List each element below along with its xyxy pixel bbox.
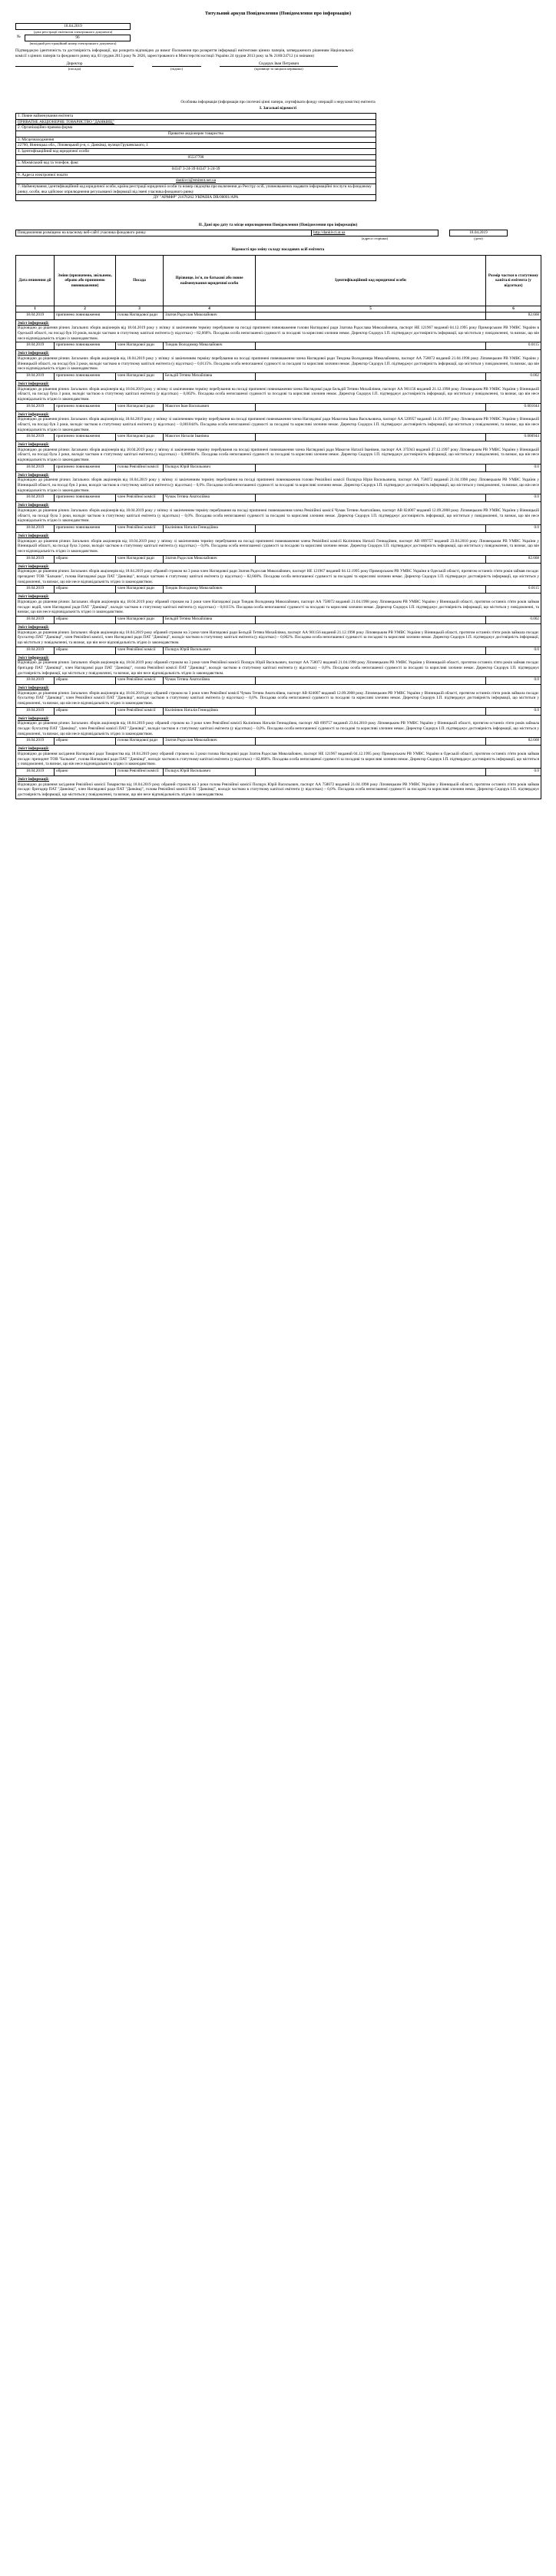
info-row [16, 715, 541, 738]
info-text: Відповідно до рішення засідання Ревізійної комісії Товариства від 18.04.2019 року обраний строком на 3 роки голова Ревізійної комісії Полщук Юрій Васильович, паспорт АА 758072 виданий 21.04.1998 року Ліповецьким РВ УМВС України у Вінницькій області, протягом останніх п'яти років займав посади: бригадир ПАТ "Данківці", член Наглядової ради ПАТ "Данківці", голова Ревізійної комісії ПАТ "Данківці", володіє часткою в статутному капіталі емітента (у відсотках) – 0,0%. Посадова особа непогашеної судимості за посадові та корисливі злочини немає. Директор Сидорук І.П. підтверджує достовірність інформації, що міститься у повідомленні, та визнає, що він несе відповідальність згідно із законодавством. [18, 782, 539, 797]
cell-name: Макогон Наталія Іванівна [164, 434, 256, 441]
cell-date: 18.04.2019 [16, 738, 55, 746]
table-row [16, 646, 541, 654]
info-row [16, 533, 541, 556]
cell-share: 82.668 [486, 738, 541, 746]
info-cell [16, 685, 541, 708]
info-label: Зміст інформації: [18, 564, 49, 569]
publication-block [15, 230, 541, 241]
col-number: 3 [116, 306, 164, 312]
cell-date: 18.04.2019 [16, 372, 55, 380]
signer-position: Директор [15, 61, 134, 67]
info-row [16, 594, 541, 617]
cell-name: Кклінінюк Наталія Геннадіївна [164, 707, 256, 715]
info-cell [16, 715, 541, 738]
cell-date: 18.04.2019 [16, 464, 55, 471]
info-label: Зміст інформації: [18, 746, 49, 752]
cell-change: припинено повноваження [55, 464, 116, 471]
table-row [16, 769, 541, 776]
info-text: Відповідно до рішення річних Загальних зборів акціонерів від 18.04.2019 року у зв'язку зі закінченням терміну перебування на посаді припинені повноваження члена Наглядової ради Тиндика Володимира Миколайовича, паспорт АА 758072 виданий 21.04.1998 року Ліповецьким РВ УМВС України у Вінницькій області, на посаді був 3 роки, володіє часткою в статутному капіталі емітента (у відсотках) – 0,0115%. Посадова особа непогашеної судимості за посадові та корисливі злочини немає. Директор Сидорук І.П. підтверджує достовірність інформації, що міститься у повідомленні, та визнає, що він несе відповідальність згідно із законодавством. [18, 355, 539, 372]
cell-position: член Ревізійної комісії [116, 525, 164, 533]
document-title: Титульний аркуш Повідомлення (Повідомлення про інформацію) [204, 11, 352, 16]
info-text: Відповідно до рішення річних Загальних зборів акціонерів від 18.04.2019 року у зв'язку зі закінченням терміну перебування на посаді припинені повноваження члена Наглядової ради Макогона Івана Васильовича, паспорт АА 539957 виданий 14.10.1997 року Ліповецьким РВ УМВС України у Вінницькій області, на посаді був 3 роки, володіє часткою в статутному капіталі емітента (у відсотках) – 0,001044%. Посадова особа непогашеної судимості за посадові та корисливі злочини немає. Директор Сидорук І.П. підтверджує достовірність інформації, що міститься у повідомленні, та визнає, що він несе відповідальність згідно із законодавством. [18, 417, 539, 432]
table-row [16, 312, 541, 319]
cell-date: 18.04.2019 [16, 403, 55, 411]
cell-change: припинено повноваження [55, 342, 116, 350]
table-row [16, 586, 541, 594]
field-label-code: 4. Ідентифікаційний код юридичної особи [16, 148, 376, 154]
info-row [16, 776, 541, 799]
cell-name: Бельдій Тетяна Михайлівна [164, 372, 256, 380]
cell-code [256, 586, 486, 594]
info-cell [16, 502, 541, 525]
field-value-legal-form: Приватне акціонерне товариство [16, 131, 376, 137]
table-column-number-row [16, 306, 541, 312]
cell-code [256, 707, 486, 715]
table-row [16, 555, 541, 563]
info-cell [16, 563, 541, 586]
cell-share: 0.0 [486, 769, 541, 776]
info-label: Зміст інформації: [18, 381, 49, 386]
info-cell [16, 441, 541, 465]
cell-code [256, 555, 486, 563]
info-cell [16, 319, 541, 342]
info-text: Відповідно до рішення річних Загальних зборів акціонерів від 18.04.2019 року у зв'язку зі закінченням терміну перебування на посаді припинені повноваження члена Ревізійної комісії Кклінінюк Наталії Геннадіївни, паспорт АВ 899757 виданий 23.04.2010 року Ліповецьким РВ УМВС України у Вінницькій області, на посаді була 3 роки, володіє часткою в статутному капіталі емітента (у відсотках) – 0,0%. Посадова особа непогашеної судимості за посадові та корисливі злочини немає. Директор Сидорук І.П. підтверджує достовірність інформації, що міститься у повідомленні, та визнає, що він несе відповідальність згідно із законодавством. [18, 538, 539, 554]
info-text: Відповідно до рішення річних Загальних зборів акціонерів від 18.04.2019 року обраний строком на 3 роки член Ревізійної комісії Кклінінюк Наталія Геннадіївна, паспорт АВ 899757 виданий 23.04.2010 року Ліповецьким РВ УМВС України у Вінницькій області, протягом останніх п'яти років займала посади: бухгалтер ПАТ "Данківці", член Ревізійної комісії ПАТ "Данківці", володіє часткою в статутному капіталі емітента (у відсотках) – 0,0%. Посадова особа непогашеної судимості за посадові та корисливі злочини немає. Директор Сидорук І.П. підтверджує достовірність інформації, що міститься у повідомленні, та визнає, що він несе відповідальність згідно із законодавством. [18, 721, 539, 736]
table-row [16, 372, 541, 380]
cell-change: обрано [55, 769, 116, 776]
cell-position: член Наглядової ради [116, 586, 164, 594]
cell-change: обрано [55, 555, 116, 563]
info-text: Відповідно до рішення засідання Наглядової ради Товариства від 18.04.2019 року обраний строком на 3 роки голова Наглядової ради Златов Радослав Миколайович, паспорт НЕ 121967 виданий 04.12.1995 року Приморським РВ УМВС України в Одеській області, протягом останніх п'яти років займав посади: президент ТОВ "Балкани", голова Наглядової ради ПАТ "Данківці", володіє часткою в статутному капіталі емітента (у відсотках) – 82,668%. Посадова особа непогашеної судимості за посадові та корисливі злочини немає. Директор Сидорук І.П. підтверджує достовірність інформації, що міститься у повідомленні, та визнає, що він несе відповідальність згідно із законодавством. [18, 752, 539, 767]
col-header-change: Зміни (призначено, звільнено, обрано або припинено повноваження) [55, 256, 116, 306]
info-cell [16, 350, 541, 373]
cell-position: член Наглядової ради [116, 403, 164, 411]
info-label: Зміст інформації: [18, 716, 49, 721]
cell-share: 82.668 [486, 312, 541, 319]
cell-position: член Наглядової ради [116, 555, 164, 563]
col-number: 2 [55, 306, 116, 312]
cell-change: обрано [55, 707, 116, 715]
cell-share: 82.668 [486, 555, 541, 563]
info-cell [16, 776, 541, 799]
info-row [16, 319, 541, 342]
publication-site[interactable]: http://dankivci.at.ua [312, 230, 439, 236]
cell-share: 0.0115 [486, 586, 541, 594]
cell-date: 18.04.2019 [16, 434, 55, 441]
info-text: Відповідно до рішення річних Загальних зборів акціонерів від 18.04.2019 року обраний строком на 3 роки член Наглядової ради Бельдій Тетяна Михайлівна, паспорт АА 901156 виданий 21.12.1998 року Ліповецьким РВ УМВС України у Вінницькій області, протягом останніх п'яти років займала посади: бухгалтер ПАТ "Данківці", член Ревізійної комісії, член Наглядової ради ПАТ "Данківці", володіє часткою в статутному капіталі емітента (у відсотках) – 0,002%. Посадова особа непогашеної судимості за посадові та корисливі злочини немає. Директор Сидорук І.П. підтверджує достовірність інформації, що міститься у повідомленні, та визнає, що він несе відповідальність згідно із законодавством. [18, 630, 539, 645]
cell-name: Чумак Тетяна Анатоліївна [164, 677, 256, 685]
cell-change: припинено повноваження [55, 372, 116, 380]
cell-date: 18.04.2019 [16, 494, 55, 502]
info-text: Відповідно до рішення річних Загальних зборів акціонерів від 18.04.2019 року обраний строком на 3 роки член Наглядової ради Златов Радослав Миколайович, паспорт НЕ 121967 виданий 04.12.1995 року Приморським РВ УМВС України в Одеській області, протягом останніх п'яти років займав посади: президент ТОВ "Балкани", голова Наглядової ради ПАТ "Данківці", володіє часткою в статутному капіталі емітента (у відсотках) – 82,668%. Посадова особа непогашеної судимості за посадові та корисливі злочини немає. Директор Сидорук І.П. підтверджує достовірність інформації, що міститься у повідомленні, та визнає, що він несе відповідальність згідно із законодавством. [18, 569, 539, 584]
cell-name: Чумак Тетяна Анатоліївна [164, 494, 256, 502]
officer-changes-table [15, 255, 541, 799]
table-row [16, 494, 541, 502]
col-number: 1 [16, 306, 55, 312]
info-label: Зміст інформації: [18, 624, 49, 630]
table-row [16, 707, 541, 715]
field-label-phone: 5. Міжміський код та телефон, факс [16, 160, 376, 167]
registration-date-caption: (дата реєстрації емітентом електронного документа) [33, 30, 113, 34]
cell-code [256, 494, 486, 502]
table-row [16, 403, 541, 411]
cell-position: член Ревізійної комісії [116, 707, 164, 715]
cell-change: припинено повноваження [55, 525, 116, 533]
info-text: Відповідно до рішення річних Загальних зборів акціонерів від 18.04.2019 року обраний строком на 3 роки член Наглядової ради Тиндик Володимир Миколайович, паспорт АА 758072 виданий 21.04.1998 року Ліповецьким РВ УМВС України у Вінницькій області, протягом останніх п'яти років займав посади: водій, член Наглядової ради ПАТ "Данківці", володіє часткою в статутному капіталі емітента (у відсотках) – 0,0115%. Посадова особа непогашеної судимості за посадові та корисливі злочини немає. Директор Сидорук І.П. підтверджує достовірність інформації, що міститься у повідомленні, та визнає, що він несе відповідальність згідно із законодавством. [18, 599, 539, 615]
signer-name-caption: (прізвище та ініціали керівника) [254, 67, 303, 71]
cell-change: припинено повноваження [55, 403, 116, 411]
cell-name: Златов Радослав Миколайович [164, 555, 256, 563]
cell-code [256, 403, 486, 411]
table-row [16, 677, 541, 685]
info-row [16, 411, 541, 434]
cell-date: 18.04.2019 [16, 769, 55, 776]
field-value-email[interactable]: dankivci@emitent.net.ua [16, 178, 376, 184]
special-info-heading: Особлива інформація (інформація про іпотечні цінні папери, сертифікати фонду операцій з нерухомістю) емітента [180, 100, 376, 104]
info-row [16, 350, 541, 373]
cell-name: Бельдій Тетяна Михайлівна [164, 616, 256, 623]
publication-table [15, 230, 541, 241]
info-row [16, 441, 541, 465]
cell-share: 0.0115 [486, 342, 541, 350]
cell-change: обрано [55, 586, 116, 594]
info-cell [16, 654, 541, 677]
cell-change: припинено повноваження [55, 434, 116, 441]
changes-block [15, 255, 541, 799]
cell-share: 0.0 [486, 707, 541, 715]
info-text: Відповідно до рішення річних Загальних зборів акціонерів від 18.04.2019 року у зв'язку зі закінченням терміну перебування на посаді припинені повноваження голови Ревізійної комісії Полщука Юрія Васильовича, паспорт АА 758072 виданий 21.04.1998 року Ліповецьким РВ УМВС України у Вінницькій області, на посаді був 3 роки, володіє часткою в статутному капіталі емітента (у відсотках) – 0,0%. Посадова особа непогашеної судимості за посадові та корисливі злочини немає. Директор Сидорук І.П. підтверджує достовірність інформації, що міститься у повідомленні, та визнає, що він несе відповідальність згідно із законодавством. [18, 478, 539, 493]
info-label: Зміст інформації: [18, 351, 49, 356]
table-row [16, 342, 541, 350]
cell-code [256, 616, 486, 623]
info-label: Зміст інформації: [18, 777, 49, 782]
cell-code [256, 464, 486, 471]
cell-change: припинено повноваження [55, 494, 116, 502]
cell-position: голова Наглядової ради [116, 312, 164, 319]
cell-date: 18.04.2019 [16, 707, 55, 715]
signature-table [15, 61, 507, 72]
cell-code [256, 769, 486, 776]
cell-position: голова Наглядової ради [116, 738, 164, 746]
col-number: 4 [164, 306, 256, 312]
info-cell [16, 746, 541, 769]
col-number: 6 [486, 306, 541, 312]
cell-change: обрано [55, 677, 116, 685]
info-text: Відповідно до рішення річних Загальних зборів акціонерів від 18.04.2019 року у зв'язку зі закінченням терміну перебування на посаді припинені повноваження члена Наглядової ради Бельдій Тетяни Михайлівни, паспорт АА 901156 виданий 21.12.1998 року Ліповецьким РВ УМВС України у Вінницькій області, на посаді була 3 роки, володіє часткою в статутному капіталі емітента (у відсотках) – 0,002%. Посадова особа непогашеної судимості за посадові та корисливі злочини немає. Директор Сидорук І.П. підтверджує достовірність інформації, що міститься у повідомленні, та визнає, що він несе відповідальність згідно із законодавством. [18, 386, 539, 402]
cell-change: припинено повноваження [55, 312, 116, 319]
cell-date: 18.04.2019 [16, 525, 55, 533]
cell-share: 0.000944 [486, 434, 541, 441]
field-label-location: 3. Місцезнаходження [16, 137, 376, 143]
registration-date-table [15, 23, 131, 30]
info-row [16, 471, 541, 494]
cell-code [256, 677, 486, 685]
cell-position: член Ревізійної комісії [116, 677, 164, 685]
info-text: Відповідно до рішення річних Загальних зборів акціонерів від 18.04.2019 року у зв'язку зі закінченням терміну перебування на посаді припинені повноваження члена Наглядової ради Макогон Наталії Іванівни, паспорт АА 375943 виданий 27.12.1997 року Ліповецьким РВ УМВС України у Вінницькій області, на посаді була 3 роки, володіє часткою в статутному капіталі емітента (у відсотках) – 0,000944%. Посадова особа непогашеної судимості за посадові та корисливі злочини немає. Директор Сидорук І.П. підтверджує достовірність інформації, що міститься у повідомленні, та визнає, що він несе відповідальність згідно із законодавством. [18, 447, 539, 463]
info-cell [16, 533, 541, 556]
table-row [16, 464, 541, 471]
info-row [16, 502, 541, 525]
cell-share: 0.0 [486, 494, 541, 502]
info-label: Зміст інформації: [18, 594, 49, 600]
cell-name: Макогон Іван Васильович [164, 403, 256, 411]
confirmation-statement: Підтверджую ідентичність та достовірність інформації, що розкрита відповідно до вимог Положення про розкриття інформації емітентами цінних паперів, затвердженого рішенням Національної комісії з цінних паперів та фондового ринку від 03 грудня 2013 року № 2826, зареєстрованого в Міністерстві юстиції України 24 грудня 2013 року за № 2180/24712 (зі змінами) [15, 48, 353, 59]
table-header-row [16, 256, 541, 306]
changes-heading: Відомості про зміну складу посадових осіб емітента [231, 247, 325, 252]
field-label-full-name: 1. Повне найменування емітента [16, 114, 376, 120]
info-label: Зміст інформації: [18, 534, 49, 539]
cell-position: член Наглядової ради [116, 342, 164, 350]
general-info-block [15, 113, 376, 201]
info-row [16, 380, 541, 403]
table-row [16, 434, 541, 441]
table-row [16, 616, 541, 623]
cell-position: голова Ревізійної комісії [116, 769, 164, 776]
publication-label: Повідомлення розміщено на власному веб-сайті учасника фондового ринку [16, 230, 312, 236]
info-cell [16, 623, 541, 646]
info-row [16, 654, 541, 677]
info-cell [16, 471, 541, 494]
col-header-share: Розмір частки в статутному капіталі емітента (у відсотках) [486, 256, 541, 306]
cell-position: член Ревізійної комісії [116, 646, 164, 654]
cell-share: 0.0 [486, 677, 541, 685]
cell-position: член Наглядової ради [116, 616, 164, 623]
officer-changes-body [16, 312, 541, 799]
field-label-legal-form: 2. Організаційно-правова форма [16, 125, 376, 131]
col-header-name: Прізвище, ім'я, по батькові або повне найменування юридичної особи [164, 256, 256, 306]
cell-name: Тиндик Володимир Миколайович [164, 342, 256, 350]
cell-name: Тиндик Володимир Миколайович [164, 586, 256, 594]
cell-name: Полщук Юрій Васильович [164, 464, 256, 471]
signer-name: Сидорук Іван Петрович [220, 61, 338, 67]
col-header-position: Посада [116, 256, 164, 306]
publication-date-caption: (дата) [474, 236, 483, 240]
section1-heading: І. Загальні відомості [259, 106, 297, 111]
field-value-full-name: ПРИВАТНЕ АКЦІОНЕРНЕ ТОВАРИСТВО "ДАНКВІЦ" [16, 119, 376, 125]
publication-date: 18.04.2019 [450, 230, 508, 236]
cell-code [256, 312, 486, 319]
info-cell [16, 380, 541, 403]
cell-code [256, 434, 486, 441]
field-value-phone: 04347 3-24-39 04347 3-24-39 [16, 166, 376, 172]
signature-caption: (підпис) [170, 67, 184, 71]
field-value-location: 22760, Вінницька обл., Ліповецький р-н, с. Данківці, вулиця Грушевського, 1 [16, 143, 376, 149]
cell-name: Кклінінюк Наталія Геннадіївна [164, 525, 256, 533]
cell-code [256, 525, 486, 533]
cell-position: член Наглядової ради [116, 372, 164, 380]
cell-name: Полщук Юрій Васильович [164, 769, 256, 776]
field-value-code: 05537700 [16, 154, 376, 160]
registration-number-caption: (вихідний реєстраційний номер електронного документа) [29, 41, 117, 45]
cell-position: голова Ревізійної комісії [116, 464, 164, 471]
signature-line [152, 61, 201, 67]
cell-code [256, 342, 486, 350]
cell-change: обрано [55, 646, 116, 654]
cell-date: 18.04.2019 [16, 312, 55, 319]
general-info-table [15, 113, 376, 201]
info-label: Зміст інформації: [18, 412, 49, 417]
cell-name: Златов Радослав Миколайович [164, 738, 256, 746]
number-prefix: № [17, 35, 21, 40]
cell-date: 18.04.2019 [16, 616, 55, 623]
registration-number-value: 96 [25, 35, 131, 41]
info-label: Зміст інформації: [18, 472, 49, 478]
info-label: Зміст інформації: [18, 655, 49, 660]
info-cell [16, 594, 541, 617]
info-row [16, 746, 541, 769]
info-row [16, 563, 541, 586]
field-label-publisher: 7. Найменування, ідентифікаційний код юридичної особи, країна реєстрації юридичної особи та номер свідоцтва про включення до Реєстру осіб, уповноважених надавати інформаційні послуги на фондовому ринку, особи, яка здійснює оприлюднення регульованої інформації від імені учасника фондового ринку [16, 184, 376, 194]
registration-number-table [15, 35, 131, 41]
cell-code [256, 738, 486, 746]
signer-position-caption: (посада) [68, 67, 81, 71]
info-label: Зміст інформації: [18, 320, 49, 326]
cell-date: 18.04.2019 [16, 555, 55, 563]
cell-share: 0.0 [486, 646, 541, 654]
cell-name: Златов Радослав Миколайович [164, 312, 256, 319]
cell-share: 0.0 [486, 464, 541, 471]
info-text: Відповідно до рішення річних Загальних зборів акціонерів від 18.04.2019 року у зв'язку зі закінченням терміну перебування на посаді припинені повноваження голови Наглядової ради Златова Радослава Миколайовича, паспорт НЕ 121967 виданий 04.12.1995 року Приморським РВ УМВС України в Одеській області, на посаді був 10 років, володіє часткою в статутному капіталі емітента (у відсотках) – 82,668%. Посадова особа непогашеної судимості за посадові та корисливі злочини немає. Директор Сидорук І.П. підтверджує достовірність інформації, що міститься у повідомленні, та визнає, що він несе відповідальність згідно із законодавством. [18, 326, 539, 341]
header-block [15, 23, 541, 71]
info-label: Зміст інформації: [18, 442, 49, 448]
info-row [16, 685, 541, 708]
cell-date: 18.04.2019 [16, 342, 55, 350]
cell-share: 0.001044 [486, 403, 541, 411]
cell-name: Полщук Юрій Васильович [164, 646, 256, 654]
cell-position: член Ревізійної комісії [116, 494, 164, 502]
field-value-publisher: ДУ "АРМФР" 21676262 УКРАЇНА DR/00001/APA [16, 195, 376, 201]
info-label: Зміст інформації: [18, 503, 49, 508]
cell-change: обрано [55, 738, 116, 746]
info-text: Відповідно до рішення річних Загальних зборів акціонерів від 18.04.2019 року у зв'язку зі закінченням терміну перебування на посаді припинені повноваження члена Ревізійної комісії Чумак Тетяни Анатоліївни, паспорт АВ 824007 виданий 12.09.2008 року Ліповецьким РВ УМВС України у Вінницькій області, на посаді була 3 роки, володіє часткою в статутному капіталі емітента (у відсотках) – 0,0%. Посадова особа непогашеної судимості за посадові та корисливі злочини немає. Директор Сидорук І.П. підтверджує достовірність інформації, що міститься у повідомленні, та визнає, що він несе відповідальність згідно із законодавством. [18, 508, 539, 524]
cell-position: член Наглядової ради [116, 434, 164, 441]
col-header-code: Ідентифікаційний код юридичної особи [256, 256, 486, 306]
info-text: Відповідно до рішення річних Загальних зборів акціонерів від 18.04.2019 року обраний строком на 3 роки член Ревізійної комісії Полщук Юрій Васильович, паспорт АА 758072 виданий 21.04.1998 року Ліповецьким РВ УМВС України у Вінницькій області, протягом останніх п'яти років займав посади: бригадир ПАТ "Данківці", член Наглядової ради ПАТ "Данківці", голова Ревізійної комісії ПАТ "Данківці", володіє часткою в статутному капіталі емітента (у відсотках) – 0,0%. Посадова особа непогашеної судимості за посадові та корисливі злочини немає. Директор Сидорук І.П. підтверджує достовірність інформації, що міститься у повідомленні, та визнає, що він несе відповідальність згідно із законодавством. [18, 660, 539, 676]
info-text: Відповідно до рішення річних Загальних зборів акціонерів від 18.04.2019 року обраний строком на 3 роки член Ревізійної комісії Чумак Тетяна Анатоліївна, паспорт АВ 824007 виданий 12.09.2008 року Ліповецьким РВ УМВС України у Вінницькій області, протягом останніх п'яти років займала посади: бухгалтер ПАТ "Данківці", член Ревізійної комісії ПАТ "Данківці", володіє часткою в статутному капіталі емітента (у відсотках) – 0,0%. Посадова особа непогашеної судимості за посадові та корисливі злочини немає. Директор Сидорук І.П. підтверджує достовірність інформації, що міститься у повідомленні, та визнає, що він несе відповідальність згідно із законодавством. [18, 690, 539, 706]
info-row [16, 623, 541, 646]
table-row [16, 525, 541, 533]
cell-share: 0.002 [486, 616, 541, 623]
cell-code [256, 372, 486, 380]
section2-heading: ІІ. Дані про дату та місце оприлюднення Повідомлення (Повідомлення про інформацію) [198, 223, 358, 227]
publication-site-caption: (адреса сторінки) [361, 236, 389, 240]
col-header-date: Дата вчинення дії [16, 256, 55, 306]
info-cell [16, 411, 541, 434]
cell-code [256, 646, 486, 654]
table-row [16, 738, 541, 746]
cell-date: 18.04.2019 [16, 586, 55, 594]
registration-date-value: 18.04.2019 [16, 24, 131, 30]
cell-change: обрано [55, 616, 116, 623]
cell-date: 18.04.2019 [16, 677, 55, 685]
col-number: 5 [256, 306, 486, 312]
info-label: Зміст інформації: [18, 686, 49, 691]
cell-share: 0.002 [486, 372, 541, 380]
cell-date: 18.04.2019 [16, 646, 55, 654]
field-label-email: 6. Адреса електронної пошти [16, 172, 376, 178]
cell-share: 0.0 [486, 525, 541, 533]
